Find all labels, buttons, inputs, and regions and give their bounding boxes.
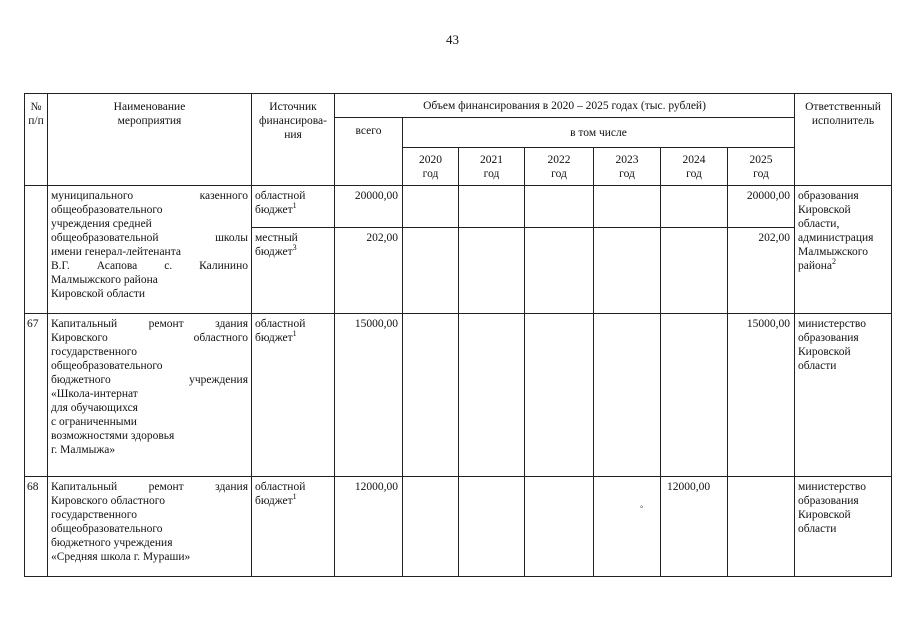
value-2025: 202,00 [728, 228, 795, 314]
funding-source [252, 228, 335, 314]
source-label: местный бюджет [255, 232, 298, 258]
row-number [25, 186, 48, 314]
total-value: 15000,00 [335, 314, 403, 477]
header-executor-line-2: исполнитель [811, 115, 875, 127]
year-value: 2022 [547, 154, 571, 166]
value-2021 [459, 228, 525, 314]
header-year-2020 [403, 148, 459, 186]
value-2021 [459, 314, 525, 477]
year-unit: год [483, 168, 500, 180]
value-2025 [728, 477, 795, 577]
funding-source [252, 186, 335, 228]
value-2023 [594, 314, 661, 477]
value-2023 [594, 477, 661, 577]
name-line: государственного [51, 346, 137, 358]
row-number: 68 [25, 477, 48, 577]
responsible-executor [795, 186, 892, 314]
header-name-line-1: Наименование [113, 101, 186, 113]
activity-name [48, 186, 252, 314]
value-2024: 12000,00 [661, 477, 728, 577]
source-footnote: 1 [292, 201, 297, 211]
name-line: возможностями здоровья [51, 430, 175, 442]
value-2020 [403, 186, 459, 228]
header-row-1 [25, 94, 892, 118]
responsible-executor [795, 477, 892, 577]
value-2022 [525, 477, 594, 577]
name-line: Кировского областного [51, 495, 165, 507]
year-value: 2021 [480, 154, 503, 166]
value-2023 [594, 186, 661, 228]
row-number: 67 [25, 314, 48, 477]
executor-text: образования Кировской области, администрация Малмыжского района [798, 190, 874, 272]
total-value: 12000,00 [335, 477, 403, 577]
table-row [25, 314, 892, 477]
year-value: 2020 [419, 154, 442, 166]
value-2025: 15000,00 [728, 314, 795, 477]
header-volume: Объем финансирования в 2020 – 2025 годах (тыс. рублей) [335, 94, 795, 118]
header-year-2022 [525, 148, 594, 186]
year-unit: год [422, 168, 439, 180]
header-year-2025 [728, 148, 795, 186]
value-2022 [525, 228, 594, 314]
value-2025: 20000,00 [728, 186, 795, 228]
header-source-line-3: ния [284, 129, 302, 141]
total-value: 20000,00 [335, 186, 403, 228]
source-label: областной бюджет [255, 481, 306, 507]
financing-table [24, 93, 892, 577]
value-2024 [661, 228, 728, 314]
header-source-line-2: финансирова- [259, 115, 327, 127]
name-line: Кировской области [51, 288, 146, 300]
header-name [48, 94, 252, 186]
value-2023 [594, 228, 661, 314]
table-row [25, 477, 892, 577]
year-value: 2024 [682, 154, 706, 166]
name-line: Капитальный ремонт здания [51, 318, 248, 330]
value-2021 [459, 186, 525, 228]
name-line: Малмыжского района [51, 274, 158, 286]
name-line: общеобразовательного [51, 523, 163, 535]
executor-text: министерство образования Кировской области [798, 318, 866, 372]
year-value: 2025 [749, 154, 773, 166]
name-line: общеобразовательной школы [51, 232, 248, 244]
name-line: муниципального казенного [51, 190, 248, 202]
header-source [252, 94, 335, 186]
name-line: «Средняя школа г. Мураши» [51, 551, 191, 563]
header-executor-line-1: Ответственный [805, 101, 881, 113]
name-line: Капитальный ремонт здания [51, 481, 248, 493]
name-line: бюджетного учреждения [51, 537, 173, 549]
funding-source [252, 477, 335, 577]
header-source-line-1: Источник [269, 101, 317, 113]
year-unit: год [753, 168, 769, 180]
header-no-label: № [30, 101, 42, 113]
header-total: всего [335, 118, 403, 186]
source-footnote: 3 [292, 243, 297, 253]
name-line: государственного [51, 509, 137, 521]
header-no [25, 94, 48, 186]
year-unit: год [619, 168, 635, 180]
activity-name [48, 314, 252, 477]
name-line: «Школа-интернат [51, 388, 138, 400]
scan-speck: ° [640, 504, 644, 513]
name-line: учреждения средней [51, 218, 152, 230]
source-footnote: 1 [292, 329, 297, 339]
header-name-line-2: мероприятия [117, 115, 182, 127]
value-2024 [661, 186, 728, 228]
value-2024 [661, 314, 728, 477]
header-including: в том числе [403, 118, 795, 148]
name-line: имени генерал-лейтенанта [51, 246, 181, 258]
executor-footnote: 2 [832, 257, 837, 267]
year-unit: год [551, 168, 567, 180]
year-unit: год [686, 168, 702, 180]
header-executor [795, 94, 892, 186]
name-line: г. Малмыжа» [51, 444, 116, 456]
name-line: общеобразовательного [51, 360, 163, 372]
year-value: 2023 [615, 154, 639, 166]
source-label: областной бюджет [255, 190, 306, 216]
value-2020 [403, 314, 459, 477]
table-row [25, 186, 892, 228]
page-number: 43 [446, 32, 459, 47]
value-2021 [459, 477, 525, 577]
value-2020 [403, 477, 459, 577]
executor-text: министерство образования Кировской области [798, 481, 866, 535]
name-line: общеобразовательного [51, 204, 163, 216]
total-value: 202,00 [335, 228, 403, 314]
name-line: бюджетного учреждения [51, 374, 248, 386]
header-year-2023 [594, 148, 661, 186]
source-label: областной бюджет [255, 318, 306, 344]
name-line: для обучающихся [51, 402, 138, 414]
funding-source [252, 314, 335, 477]
activity-name [48, 477, 252, 577]
name-line: В.Г. Асапова с. Калинино [51, 260, 248, 272]
value-2022 [525, 186, 594, 228]
name-line: Кировского областного [51, 332, 248, 344]
header-year-2024 [661, 148, 728, 186]
header-no-sub: п/п [28, 115, 44, 127]
source-footnote: 1 [292, 492, 297, 502]
value-2020 [403, 228, 459, 314]
name-line: с ограниченными [51, 416, 137, 428]
header-year-2021 [459, 148, 525, 186]
responsible-executor [795, 314, 892, 477]
value-2022 [525, 314, 594, 477]
